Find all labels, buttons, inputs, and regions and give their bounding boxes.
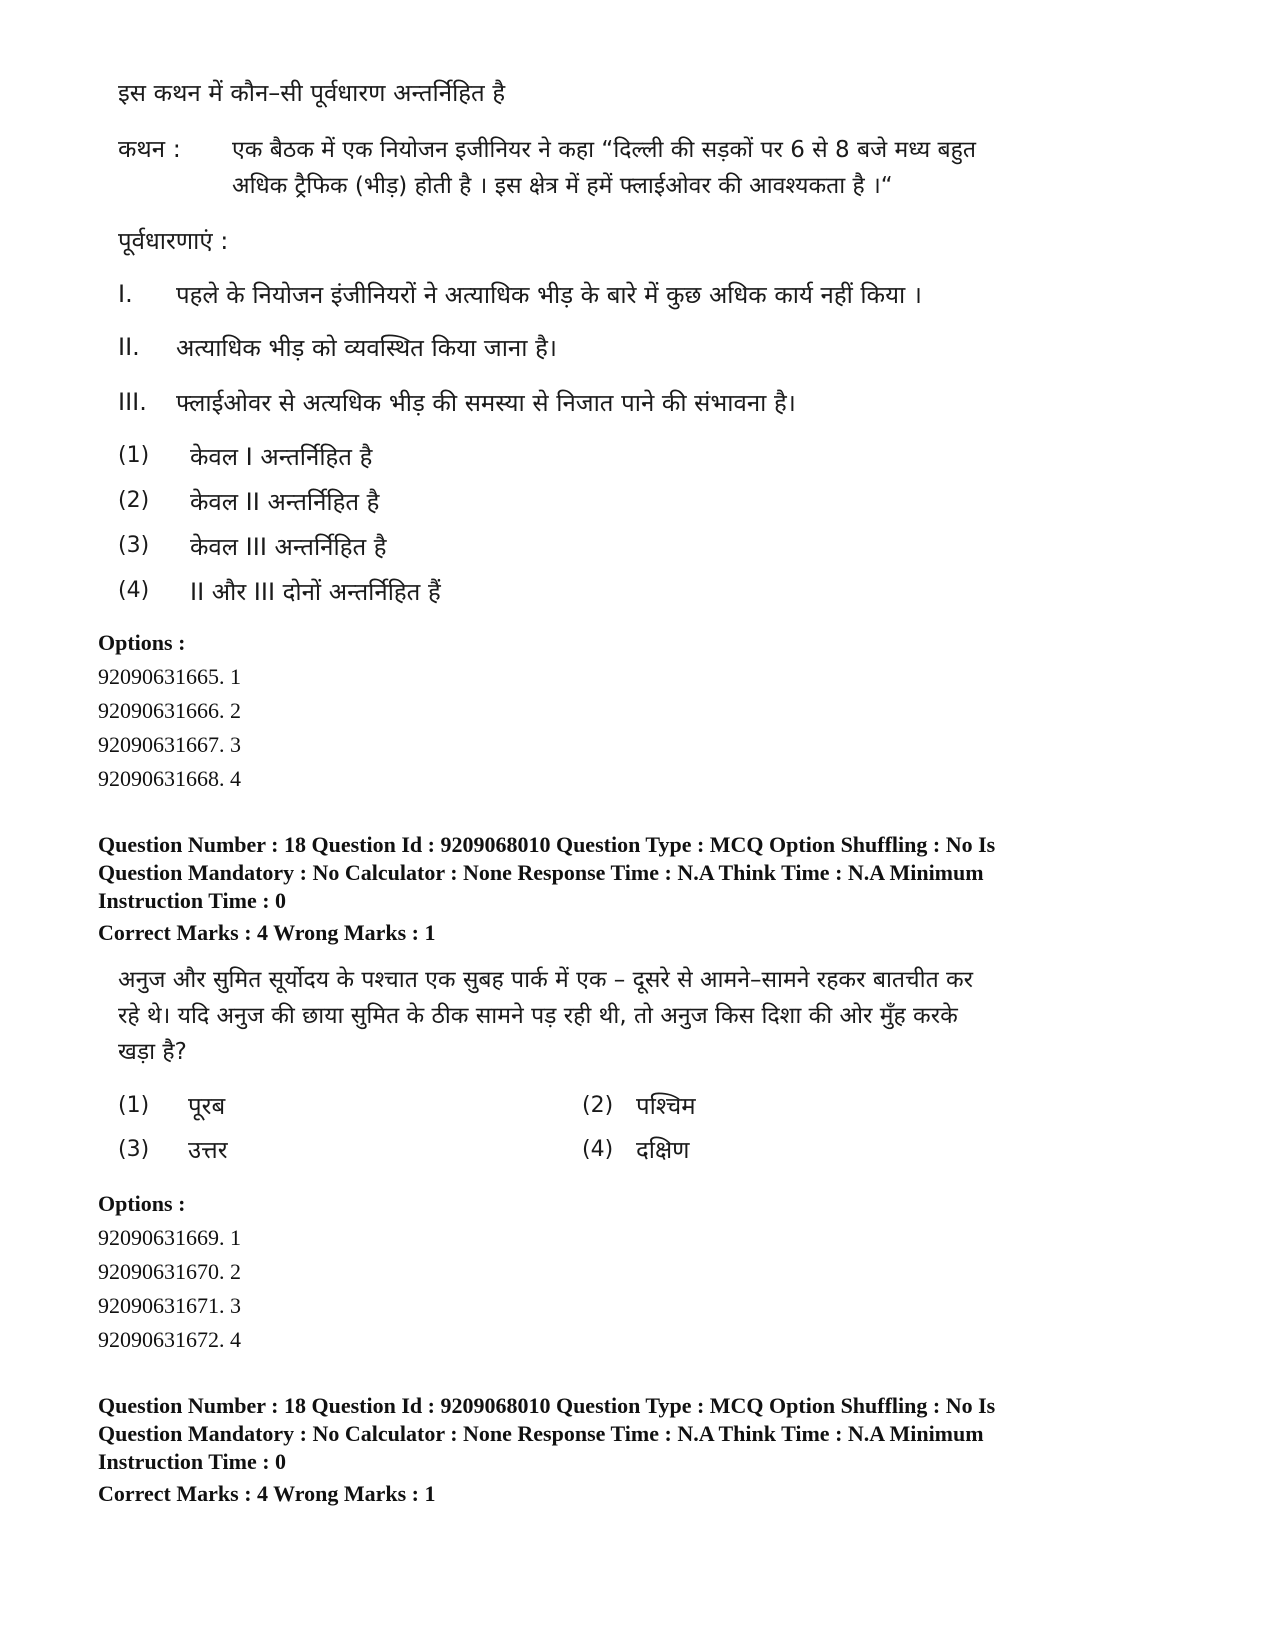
choice-number: (1) bbox=[118, 1093, 150, 1118]
meta-line: Instruction Time : 0 bbox=[98, 888, 287, 913]
options-label: Options : bbox=[98, 630, 186, 655]
assumption-number: III. bbox=[118, 388, 147, 416]
meta-line: Question Mandatory : No Calculator : None Response Time : N.A Think Time : N.A Minimum bbox=[98, 1421, 984, 1446]
question-prompt: इस कथन में कौन–सी पूर्वधारण अन्तर्निहित है bbox=[118, 79, 506, 107]
meta-line: Question Number : 18 Question Id : 9209068010 Question Type : MCQ Option Shuffling : No Is bbox=[98, 832, 996, 857]
meta-line: Instruction Time : 0 bbox=[98, 1449, 287, 1474]
choice-number: (4) bbox=[118, 578, 150, 603]
option-item: 92090631670. 2 bbox=[98, 1259, 241, 1284]
statement-label: कथन : bbox=[118, 135, 181, 163]
assumption-text: अत्याधिक भीड़ को व्यवस्थित किया जाना है। bbox=[176, 334, 557, 362]
choice-text: केवल I अन्तर्निहित है bbox=[190, 443, 373, 471]
option-item: 92090631667. 3 bbox=[98, 732, 241, 757]
option-item: 92090631665. 1 bbox=[98, 664, 241, 689]
options-block bbox=[98, 626, 241, 796]
question-text-line: अनुज और सुमित सूर्योदय के पश्चात एक सुबह पार्क में एक – दूसरे से आमने–सामने रहकर बातचीत कर bbox=[118, 967, 974, 993]
choice-number: (3) bbox=[118, 533, 150, 558]
choice-text: पश्चिम bbox=[636, 1092, 696, 1120]
question-meta bbox=[98, 1392, 1198, 1508]
options-block bbox=[98, 1187, 241, 1357]
choice-number: (2) bbox=[118, 488, 150, 513]
meta-line: Question Number : 18 Question Id : 9209068010 Question Type : MCQ Option Shuffling : No Is bbox=[98, 1393, 996, 1418]
choice-text: उत्तर bbox=[188, 1136, 228, 1164]
question-text-line: रहे थे। यदि अनुज की छाया सुमित के ठीक सामने पड़ रही थी, तो अनुज किस दिशा की ओर मुँह करके bbox=[118, 1003, 958, 1029]
question-text-line: खड़ा है? bbox=[118, 1039, 187, 1065]
choice-number: (1) bbox=[118, 443, 150, 468]
assumptions-label: पूर्वधारणाएं : bbox=[118, 227, 229, 255]
choice-text: II और III दोनों अन्तर्निहित हैं bbox=[190, 578, 441, 606]
assumption-text: फ्लाईओवर से अत्यधिक भीड़ की समस्या से निजात पाने की संभावना है। bbox=[176, 389, 796, 417]
options-label: Options : bbox=[98, 1191, 186, 1216]
assumption-number: II. bbox=[118, 333, 140, 361]
marks-line: Correct Marks : 4 Wrong Marks : 1 bbox=[98, 920, 436, 945]
statement-line: एक बैठक में एक नियोजन इजीनियर ने कहा “दिल्ली की सड़कों पर 6 से 8 बजे मध्य बहुत bbox=[232, 137, 976, 163]
marks-line: Correct Marks : 4 Wrong Marks : 1 bbox=[98, 1481, 436, 1506]
choice-number: (3) bbox=[118, 1137, 150, 1162]
meta-line: Question Mandatory : No Calculator : None Response Time : N.A Think Time : N.A Minimum bbox=[98, 860, 984, 885]
choice-number: (2) bbox=[582, 1093, 614, 1118]
choice-text: दक्षिण bbox=[636, 1136, 690, 1164]
choice-text: केवल III अन्तर्निहित है bbox=[190, 533, 387, 561]
choice-number: (4) bbox=[582, 1137, 614, 1162]
option-item: 92090631672. 4 bbox=[98, 1327, 241, 1352]
choice-text: पूरब bbox=[188, 1092, 226, 1120]
option-item: 92090631668. 4 bbox=[98, 766, 241, 791]
assumption-number: I. bbox=[118, 280, 133, 308]
assumption-text: पहले के नियोजन इंजीनियरों ने अत्याधिक भीड़ के बारे में कुछ अधिक कार्य नहीं किया । bbox=[176, 281, 922, 309]
choice-text: केवल II अन्तर्निहित है bbox=[190, 488, 380, 516]
option-item: 92090631669. 1 bbox=[98, 1225, 241, 1250]
statement-line: अधिक ट्रैफिक (भीड़) होती है । इस क्षेत्र में हमें फ्लाईओवर की आवश्यकता है ।“ bbox=[232, 173, 893, 199]
option-item: 92090631666. 2 bbox=[98, 698, 241, 723]
question-meta bbox=[98, 831, 1198, 947]
option-item: 92090631671. 3 bbox=[98, 1293, 241, 1318]
